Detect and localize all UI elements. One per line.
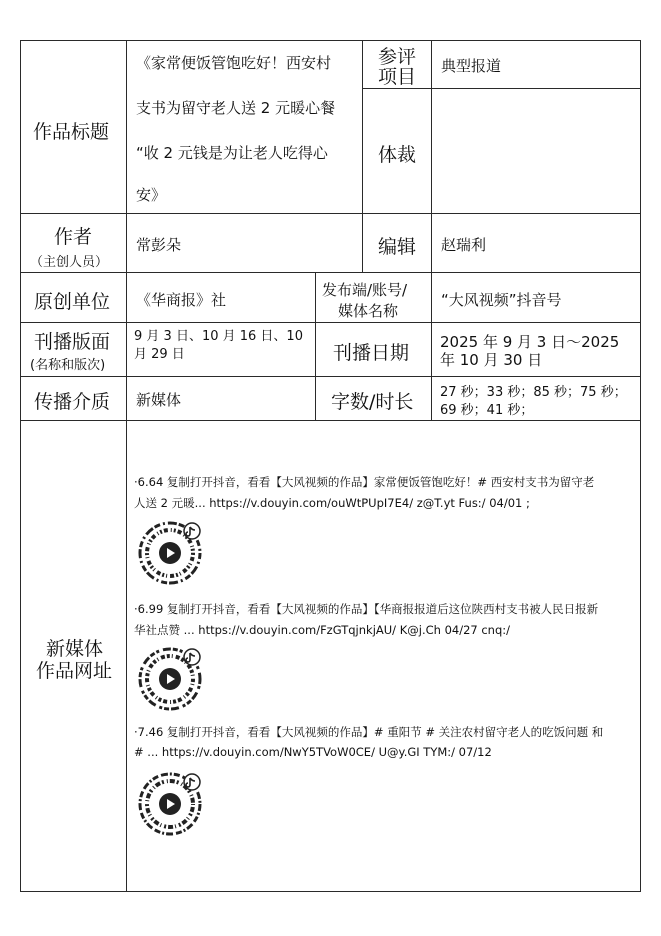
link-3-line-1[interactable]: ·7.46 复制打开抖音，看看【大风视频的作品】# 重阳节 # 关注农村留守老人的吃饭问题 和 xyxy=(134,725,604,739)
platform-value: “大风视频”抖音号 xyxy=(441,291,562,309)
link-1-line-2[interactable]: 人送 2 元暖... https://v.douyin.com/ouWtPUpI7E4/ z@T.yt Fus:/ 04/01 ; xyxy=(134,496,530,510)
page-value-line-2: 月 29 日 xyxy=(134,347,185,362)
author-label: 作者 xyxy=(54,226,93,248)
category-value: 典型报道 xyxy=(441,57,502,75)
work-title-line-3: “收 2 元钱是为让老人吃得心 xyxy=(136,144,328,162)
editor-value: 赵瑞利 xyxy=(441,236,487,254)
work-title-line-4: 安》 xyxy=(136,186,167,204)
work-title-line-2: 支书为留守老人送 2 元暖心餐 xyxy=(136,99,336,117)
link-1-line-1[interactable]: ·6.64 复制打开抖音，看看【大风视频的作品】家常便饭管饱吃好！# 西安村支书为留守老 xyxy=(134,475,595,489)
link-2-line-2[interactable]: 华社点赞 ... https://v.douyin.com/FzGTqjnkjAU/ K@j.Ch 04/27 cnq:/ xyxy=(134,623,511,637)
category-label-line-1: 参评 xyxy=(378,46,417,68)
platform-label-line-2: 媒体名称 xyxy=(338,302,399,320)
length-label: 字数/时长 xyxy=(331,391,414,413)
genre-label: 体裁 xyxy=(378,144,417,166)
page-label-line-1: 刊播版面 xyxy=(34,331,111,353)
urls-label-line-2: 作品网址 xyxy=(36,660,113,682)
douyin-qr-code-2[interactable] xyxy=(137,645,203,711)
page-value-line-1: 9 月 3 日、10 月 16 日、10 xyxy=(134,329,303,344)
length-value-line-1: 27 秒；33 秒；85 秒；75 秒； xyxy=(440,385,627,400)
date-value-line-1: 2025 年 9 月 3 日～2025 xyxy=(440,333,620,351)
author-sub-label: （主创人员） xyxy=(30,255,109,270)
douyin-qr-code-1[interactable] xyxy=(137,519,203,585)
link-3-line-2[interactable]: # ... https://v.douyin.com/NwY5TVoW0CE/ U@y.GI TYM:/ 07/12 xyxy=(134,745,492,759)
date-label: 刊播日期 xyxy=(333,342,410,364)
category-label-line-2: 项目 xyxy=(378,66,417,88)
author-value: 常彭朵 xyxy=(136,236,182,254)
medium-value: 新媒体 xyxy=(136,391,182,409)
douyin-qr-code-3[interactable] xyxy=(137,770,203,836)
link-2-line-1[interactable]: ·6.99 复制打开抖音，看看【大风视频的作品】【华商报报道后这位陕西村支书被人民日报新 xyxy=(134,602,599,616)
work-title-line-1: 《家常便饭管饱吃好！西安村 xyxy=(136,54,332,72)
page-label-line-2: (名称和版次) xyxy=(30,358,106,373)
unit-value: 《华商报》社 xyxy=(136,291,227,309)
platform-label-line-1: 发布端/账号/ xyxy=(322,281,408,299)
date-value-line-2: 年 10 月 30 日 xyxy=(440,351,543,369)
length-value-line-2: 69 秒；41 秒； xyxy=(440,403,534,418)
medium-label: 传播介质 xyxy=(34,391,111,413)
urls-label-line-1: 新媒体 xyxy=(46,638,104,660)
unit-label: 原创单位 xyxy=(34,291,111,313)
title-label: 作品标题 xyxy=(33,121,110,143)
editor-label: 编辑 xyxy=(378,236,417,258)
